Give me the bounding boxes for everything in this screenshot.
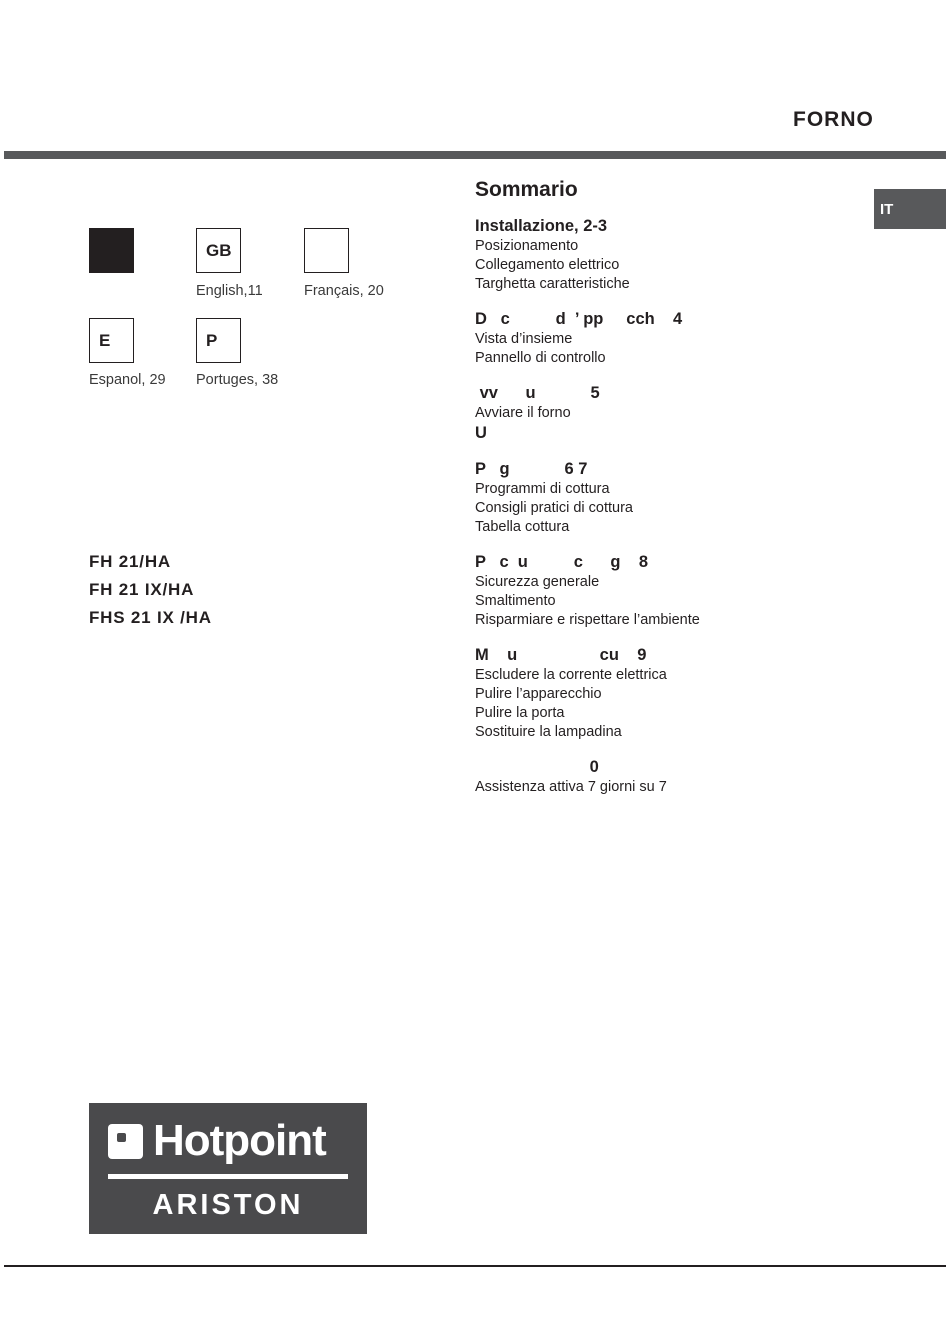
toc-item: Sostituire la lampadina xyxy=(475,724,622,740)
toc-title: Sommario xyxy=(475,178,578,201)
toc-item: Tabella cottura xyxy=(475,519,570,535)
toc-item: Vista d’insieme xyxy=(475,331,573,347)
toc-section-description xyxy=(475,309,855,368)
toc-item: Targhetta caratteristiche xyxy=(475,276,630,292)
model-number: FH 21/HA xyxy=(89,552,171,571)
language-caption-french: Français, 20 xyxy=(304,283,384,299)
language-tab: IT xyxy=(874,189,946,229)
toc-section-precautions xyxy=(475,552,855,630)
toc-item: Escludere la corrente elettrica xyxy=(475,667,667,683)
logo-mark-icon xyxy=(108,1124,143,1159)
language-box-p: P xyxy=(196,318,241,363)
toc-section-programs xyxy=(475,459,855,537)
language-box-gb: GB xyxy=(196,228,241,273)
toc-item: Pulire l’apparecchio xyxy=(475,686,602,702)
toc-item: Avviare il forno xyxy=(475,405,571,421)
toc-item: Sicurezza generale xyxy=(475,574,600,590)
toc-heading: M u cu 9 xyxy=(475,646,647,664)
toc-heading: D c d ’ pp cch 4 xyxy=(475,310,683,328)
toc-item: Pannello di controllo xyxy=(475,350,606,366)
logo-mark-dot xyxy=(117,1133,126,1142)
footer-divider xyxy=(4,1265,946,1267)
hotpoint-ariston-logo xyxy=(89,1103,367,1234)
toc-heading: vv u 5 xyxy=(475,384,600,402)
toc-heading: Installazione, 2-3 xyxy=(475,217,608,235)
toc-item: Pulire la porta xyxy=(475,705,565,721)
toc-item: Risparmiare e rispettare l’ambiente xyxy=(475,612,700,628)
toc-heading: 0 xyxy=(475,758,599,776)
toc-section-start xyxy=(475,383,855,444)
toc-item: Consigli pratici di cottura xyxy=(475,500,633,516)
toc-item: Assistenza attiva 7 giorni su 7 xyxy=(475,779,667,795)
toc-item: Programmi di cottura xyxy=(475,481,610,497)
toc-section-assistance xyxy=(475,757,855,797)
language-box-french xyxy=(304,228,349,273)
language-box-e: E xyxy=(89,318,134,363)
model-number: FHS 21 IX /HA xyxy=(89,608,212,627)
toc-item: Smaltimento xyxy=(475,593,556,609)
toc-item: Collegamento elettrico xyxy=(475,257,620,273)
page-title: FORNO xyxy=(793,108,874,131)
logo-divider xyxy=(108,1174,348,1179)
logo-brand-bottom: ARISTON xyxy=(152,1189,304,1221)
toc-heading: P c u c g 8 xyxy=(475,553,649,571)
model-number: FH 21 IX/HA xyxy=(89,580,195,599)
toc-heading-trailing: U xyxy=(475,424,487,442)
language-box-italian xyxy=(89,228,134,273)
toc-item: Posizionamento xyxy=(475,238,579,254)
toc-heading: P g 6 7 xyxy=(475,460,588,478)
toc-section-maintenance xyxy=(475,645,855,742)
logo-brand-top: Hotpoint xyxy=(153,1116,326,1165)
language-caption-english: English,11 xyxy=(196,283,263,299)
table-of-contents xyxy=(475,178,855,812)
toc-section-installation xyxy=(475,216,855,294)
header-divider xyxy=(4,151,946,159)
language-caption-spanish: Espanol, 29 xyxy=(89,372,166,388)
language-caption-portuguese: Portuges, 38 xyxy=(196,372,279,388)
